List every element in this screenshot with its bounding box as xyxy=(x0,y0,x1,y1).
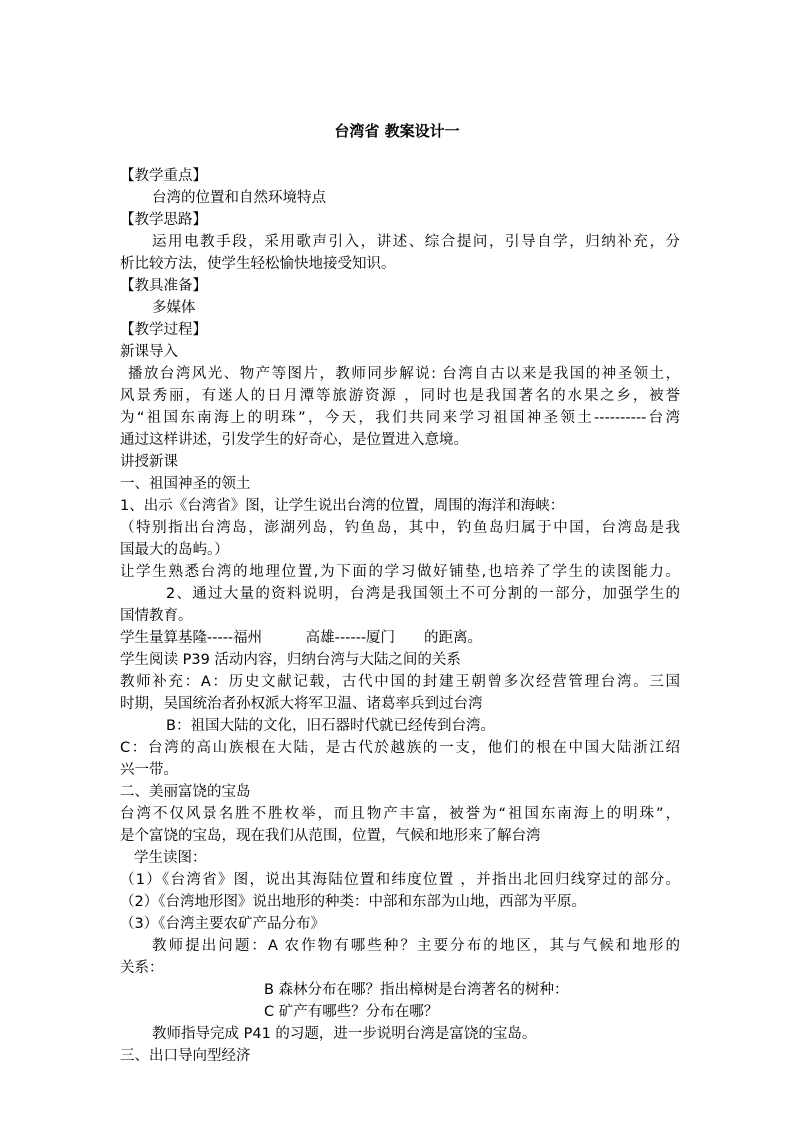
section-heading: 二、美丽富饶的宝岛 xyxy=(120,784,251,800)
paragraph-line: 是个富饶的宝岛，现在我们从范围，位置，气候和地形来了解台湾 xyxy=(120,828,541,844)
section-heading: 【教学重点】 xyxy=(120,168,207,184)
paragraph-line: 台湾的位置和自然环境特点 xyxy=(152,190,326,206)
paragraph-line: 学生量算基隆-----福州 高雄------厦门 的距离。 xyxy=(120,630,483,646)
paragraph-line: 国最大的岛屿。） xyxy=(120,542,229,558)
paragraph-line: 为“祖国东南海上的明珠”，今天，我们共同来学习祖国神圣领土----------台湾 xyxy=(120,410,680,426)
paragraph-line: B：祖国大陆的文化，旧石器时代就已经传到台湾。 xyxy=(166,718,495,734)
paragraph-line: C：台湾的高山族根在大陆，是古代於越族的一支，他们的根在中国大陆浙江绍 xyxy=(120,740,680,756)
paragraph-line: 教师指导完成 P41 的习题，进一步说明台湾是富饶的宝岛。 xyxy=(152,1026,537,1042)
paragraph-line: （特别指出台湾岛，澎湖列岛，钓鱼岛，其中，钓鱼岛归属于中国，台湾岛是我 xyxy=(120,520,680,536)
paragraph-line: 2、通过大量的资料说明，台湾是我国领土不可分割的一部分，加强学生的 xyxy=(166,586,680,602)
paragraph-line: 风景秀丽，有迷人的日月潭等旅游资源 ，同时也是我国著名的水果之乡，被誉 xyxy=(120,388,680,404)
paragraph-line: 国情教育。 xyxy=(120,608,193,624)
subheading: 新课导入 xyxy=(120,344,178,360)
paragraph-line: 时期，吴国统治者孙权派大将军卫温、诸葛率兵到过台湾 xyxy=(120,696,483,712)
document-body xyxy=(120,165,680,1067)
paragraph-line: 运用电教手段，采用歌声引入，讲述、综合提问，引导自学，归纳补充，分 xyxy=(152,234,680,250)
paragraph-line: 多媒体 xyxy=(152,300,196,316)
document-title: 台湾省 教案设计一 xyxy=(334,122,460,140)
section-heading: 三、出口导向型经济 xyxy=(120,1048,251,1064)
paragraph-line: 播放台湾风光、物产等图片，教师同步解说: 台湾自古以来是我国的神圣领土， xyxy=(128,366,680,382)
paragraph-line: 教师补充：A：历史文献记载，古代中国的封建王朝曾多次经营管理台湾。三国 xyxy=(120,674,680,690)
paragraph-line: 学生读图： xyxy=(134,850,207,866)
subheading: 讲授新课 xyxy=(120,454,178,470)
section-heading: 一、祖国神圣的领土 xyxy=(120,476,251,492)
paragraph-line: 1、出示《台湾省》图，让学生说出台湾的位置，周围的海洋和海峡： xyxy=(120,498,565,514)
paragraph-line: C 矿产有哪些？分布在哪？ xyxy=(264,1004,439,1020)
section-heading: 【教具准备】 xyxy=(120,278,207,294)
section-heading: 【教学过程】 xyxy=(120,322,207,338)
paragraph-line: 教师提出问题：A 农作物有哪些种？主要分布的地区，其与气候和地形的 xyxy=(152,938,680,954)
paragraph-line: 兴一带。 xyxy=(120,762,178,778)
section-heading: 【教学思路】 xyxy=(120,212,207,228)
list-item: （1）《台湾省》图，说出其海陆位置和纬度位置 ，并指出北回归线穿过的部分。 xyxy=(120,872,680,888)
list-item: （2）《台湾地形图》说出地形的种类：中部和东部为山地，西部为平原。 xyxy=(120,894,586,910)
paragraph-line: 析比较方法，使学生轻松愉快地接受知识。 xyxy=(120,256,396,272)
paragraph-line: 让学生熟悉台湾的地理位置,为下面的学习做好铺垫,也培养了学生的读图能力。 xyxy=(120,564,680,580)
list-item: （3）《台湾主要农矿产品分布》 xyxy=(120,916,325,932)
paragraph-line: 通过这样讲述，引发学生的好奇心，是位置进入意境。 xyxy=(120,432,468,448)
paragraph-line: 台湾不仅风景名胜不胜枚举，而且物产丰富，被誉为“祖国东南海上的明珠”， xyxy=(120,806,680,822)
paragraph-line: B 森林分布在哪？指出樟树是台湾著名的树种： xyxy=(264,982,569,998)
paragraph-line: 关系： xyxy=(120,960,164,976)
paragraph-line: 学生阅读 P39 活动内容，归纳台湾与大陆之间的关系 xyxy=(120,652,461,668)
